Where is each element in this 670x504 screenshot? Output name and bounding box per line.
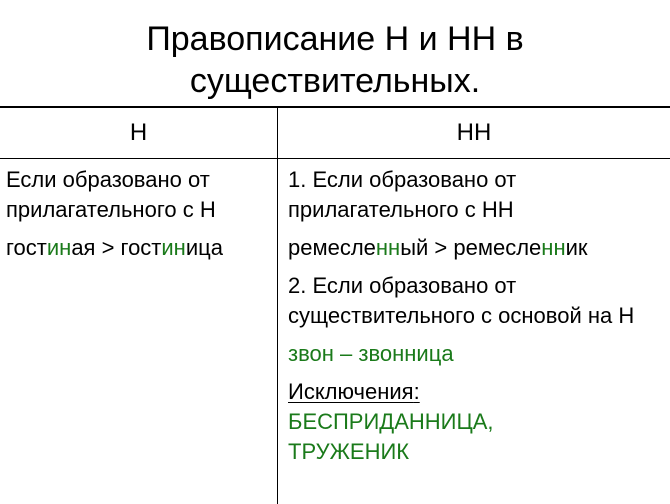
example-highlight: ин [46,235,72,260]
rule-from-adjective-n: Если образовано от прилагательного с Н [6,167,216,222]
example-text: ик [565,235,588,260]
rule-from-adjective-nn: 1. Если образовано от прилагательного с НН [288,167,517,222]
example-text: ый > ремесле [400,235,542,260]
example-highlight: нн [375,235,401,260]
example-remeslenny [288,233,668,263]
example-highlight: нн [541,235,566,260]
example-zvonnitsa: звон – звонница [288,341,454,366]
exceptions-heading [288,377,668,407]
column-header-nn: НН [456,119,492,146]
exceptions-label: Исключения [288,379,414,404]
example-text: ремесле [288,235,376,260]
example-text: ица [185,235,223,260]
header-divider [0,158,670,159]
exception-bespridannitsa: БЕСПРИДАННИЦА, [288,409,494,434]
example-text: ая > гост [71,235,162,260]
slide-title-line-1: Правописание Н и НН в [146,20,524,58]
example-gostinaya [6,233,274,263]
column-divider [277,108,278,504]
example-text: гост [6,235,47,260]
example-highlight: ин [161,235,186,260]
exception-truzhenik: ТРУЖЕНИК [288,439,410,464]
cell-nn-rules [288,165,668,467]
column-header-n: Н [129,119,148,146]
exceptions-colon: : [413,379,420,404]
rules-table [0,106,670,502]
slide-title-line-2: существительных. [189,62,481,100]
rule-from-noun-stem-n: 2. Если образовано от существительного с основой на Н [288,273,635,328]
cell-n-rules [6,165,274,263]
slide-title [0,18,670,102]
